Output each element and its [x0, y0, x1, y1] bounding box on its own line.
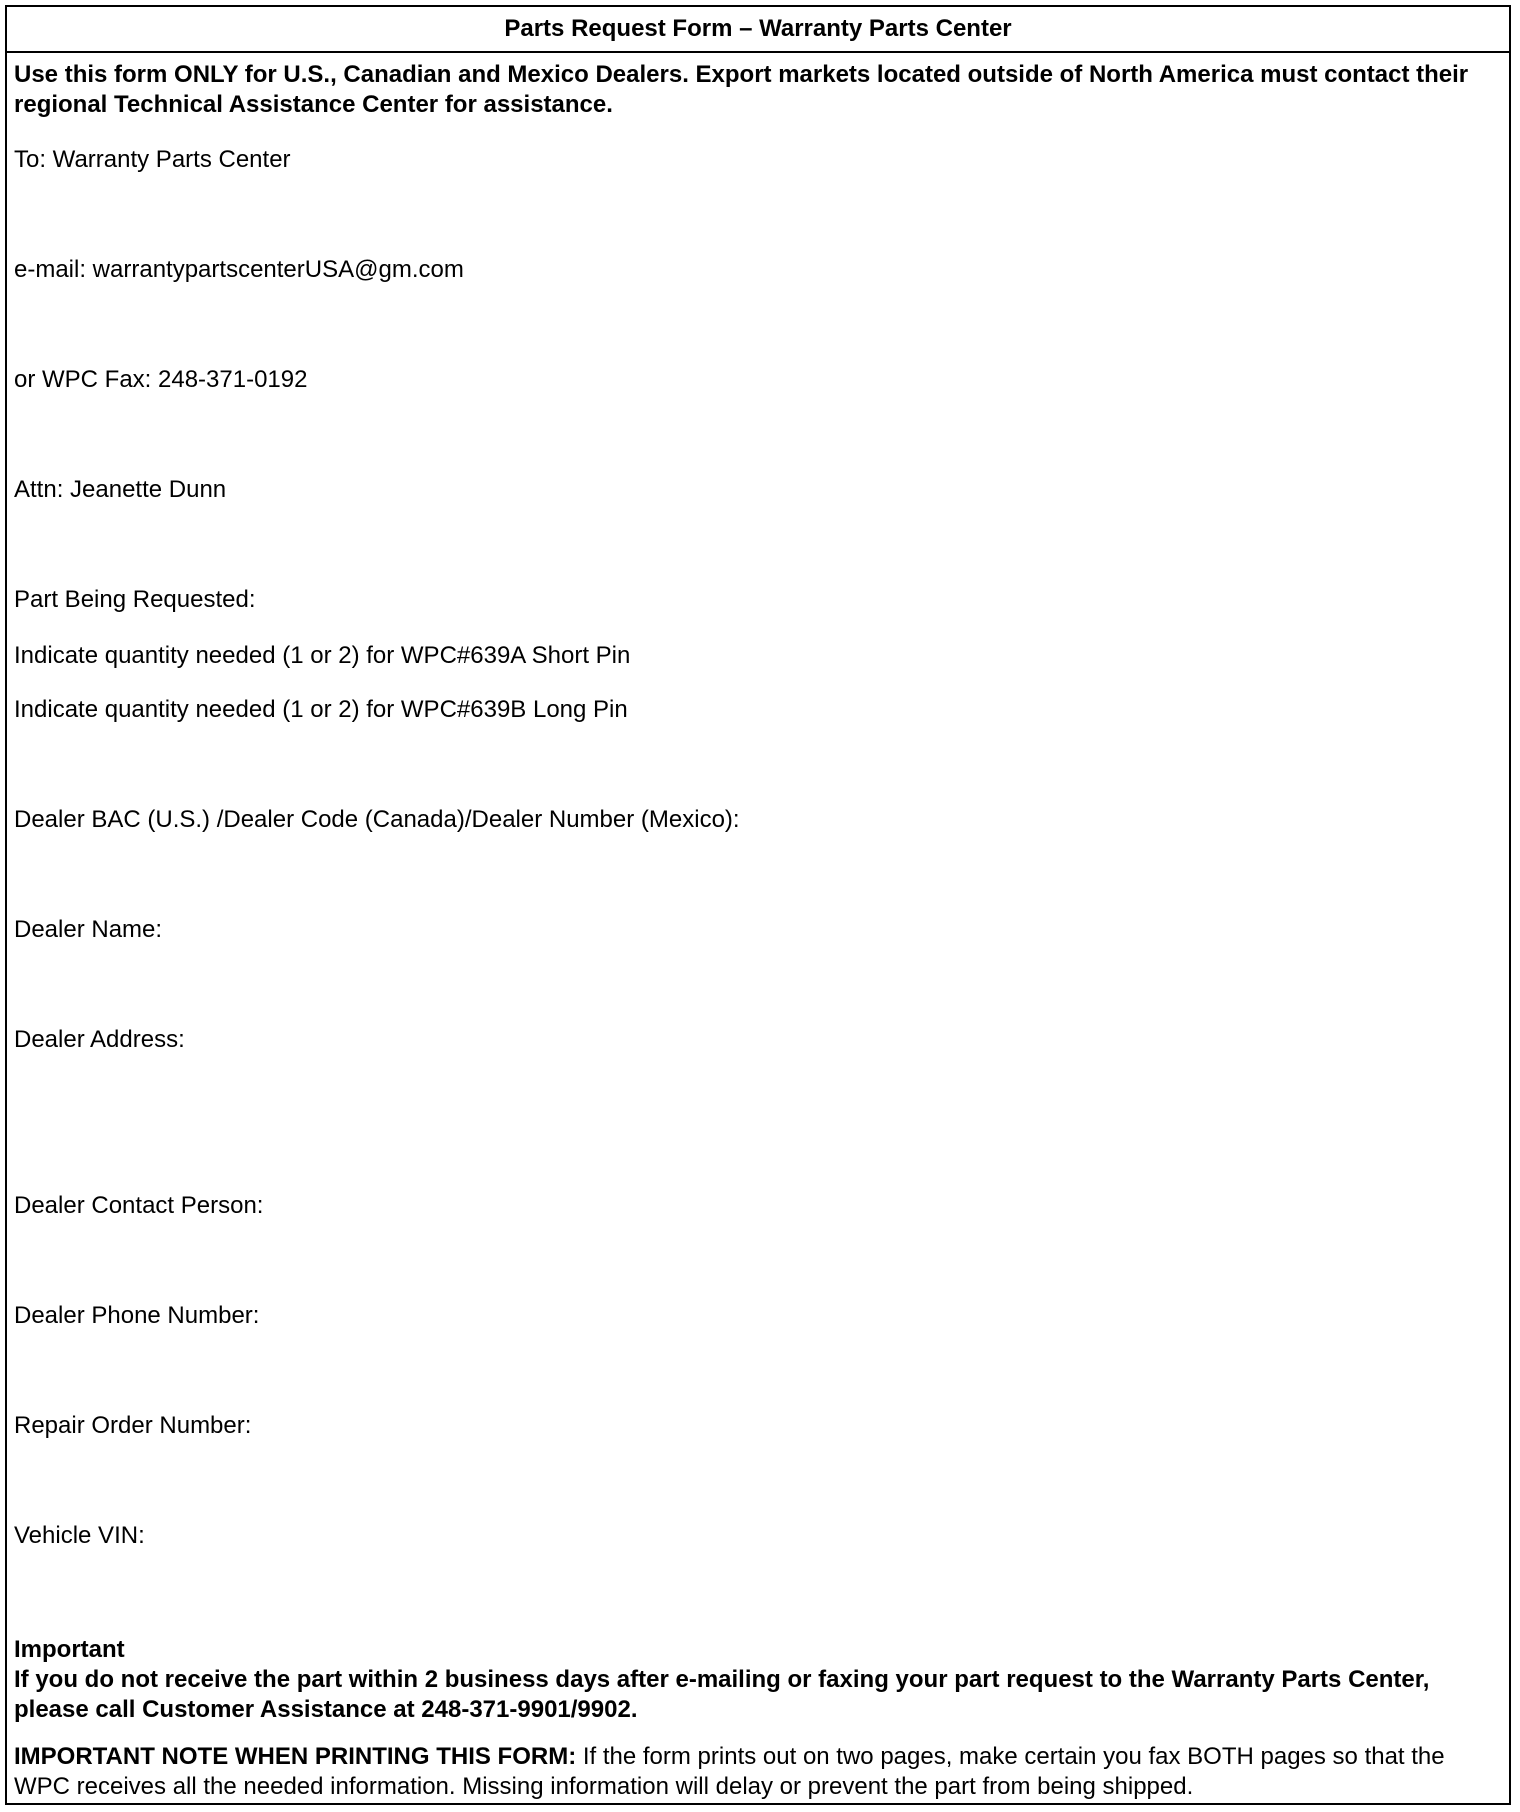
dealer-name-label: Dealer Name:: [14, 916, 163, 943]
vehicle-vin-label: Vehicle VIN:: [14, 1522, 145, 1549]
intro-notice: Use this form ONLY for U.S., Canadian and Mexico Dealers. Export markets located outside of North America must contact their regional Technical Assistance Center for assistance.: [14, 61, 1469, 118]
dealer-contact-person-label: Dealer Contact Person:: [14, 1192, 264, 1219]
important-section: [14, 1635, 1494, 1725]
printing-note: [14, 1742, 1494, 1802]
form-title: Parts Request Form – Warranty Parts Center: [7, 7, 1509, 53]
attn-line: Attn: Jeanette Dunn: [14, 476, 227, 503]
long-pin-quantity-label: Indicate quantity needed (1 or 2) for WPC#639B Long Pin: [14, 696, 628, 723]
dealer-address-label: Dealer Address:: [14, 1026, 185, 1053]
important-text: If you do not receive the part within 2 business days after e-mailing or faxing your part request to the Warranty Parts Center, please call Customer Assistance at 248-371-9901/9902.: [14, 1666, 1430, 1723]
parts-request-form: [5, 5, 1511, 1805]
fax-line: or WPC Fax: 248-371-0192: [14, 366, 308, 393]
short-pin-quantity-label: Indicate quantity needed (1 or 2) for WPC#639A Short Pin: [14, 642, 631, 669]
important-heading: Important: [14, 1636, 125, 1663]
part-requested-label: Part Being Requested:: [14, 586, 256, 613]
dealer-phone-label: Dealer Phone Number:: [14, 1302, 260, 1329]
printing-note-lead: IMPORTANT NOTE WHEN PRINTING THIS FORM:: [14, 1743, 577, 1770]
to-line: To: Warranty Parts Center: [14, 146, 291, 173]
repair-order-label: Repair Order Number:: [14, 1412, 252, 1439]
email-line: e-mail: warrantypartscenterUSA@gm.com: [14, 256, 464, 283]
printing-note-text: If the form prints out on two pages, make certain you fax BOTH pages so that the WPC receives all the needed information. Missing information will delay or prevent the part from being shipped.: [14, 1743, 1445, 1800]
dealer-code-label: Dealer BAC (U.S.) /Dealer Code (Canada)/Dealer Number (Mexico):: [14, 806, 740, 833]
